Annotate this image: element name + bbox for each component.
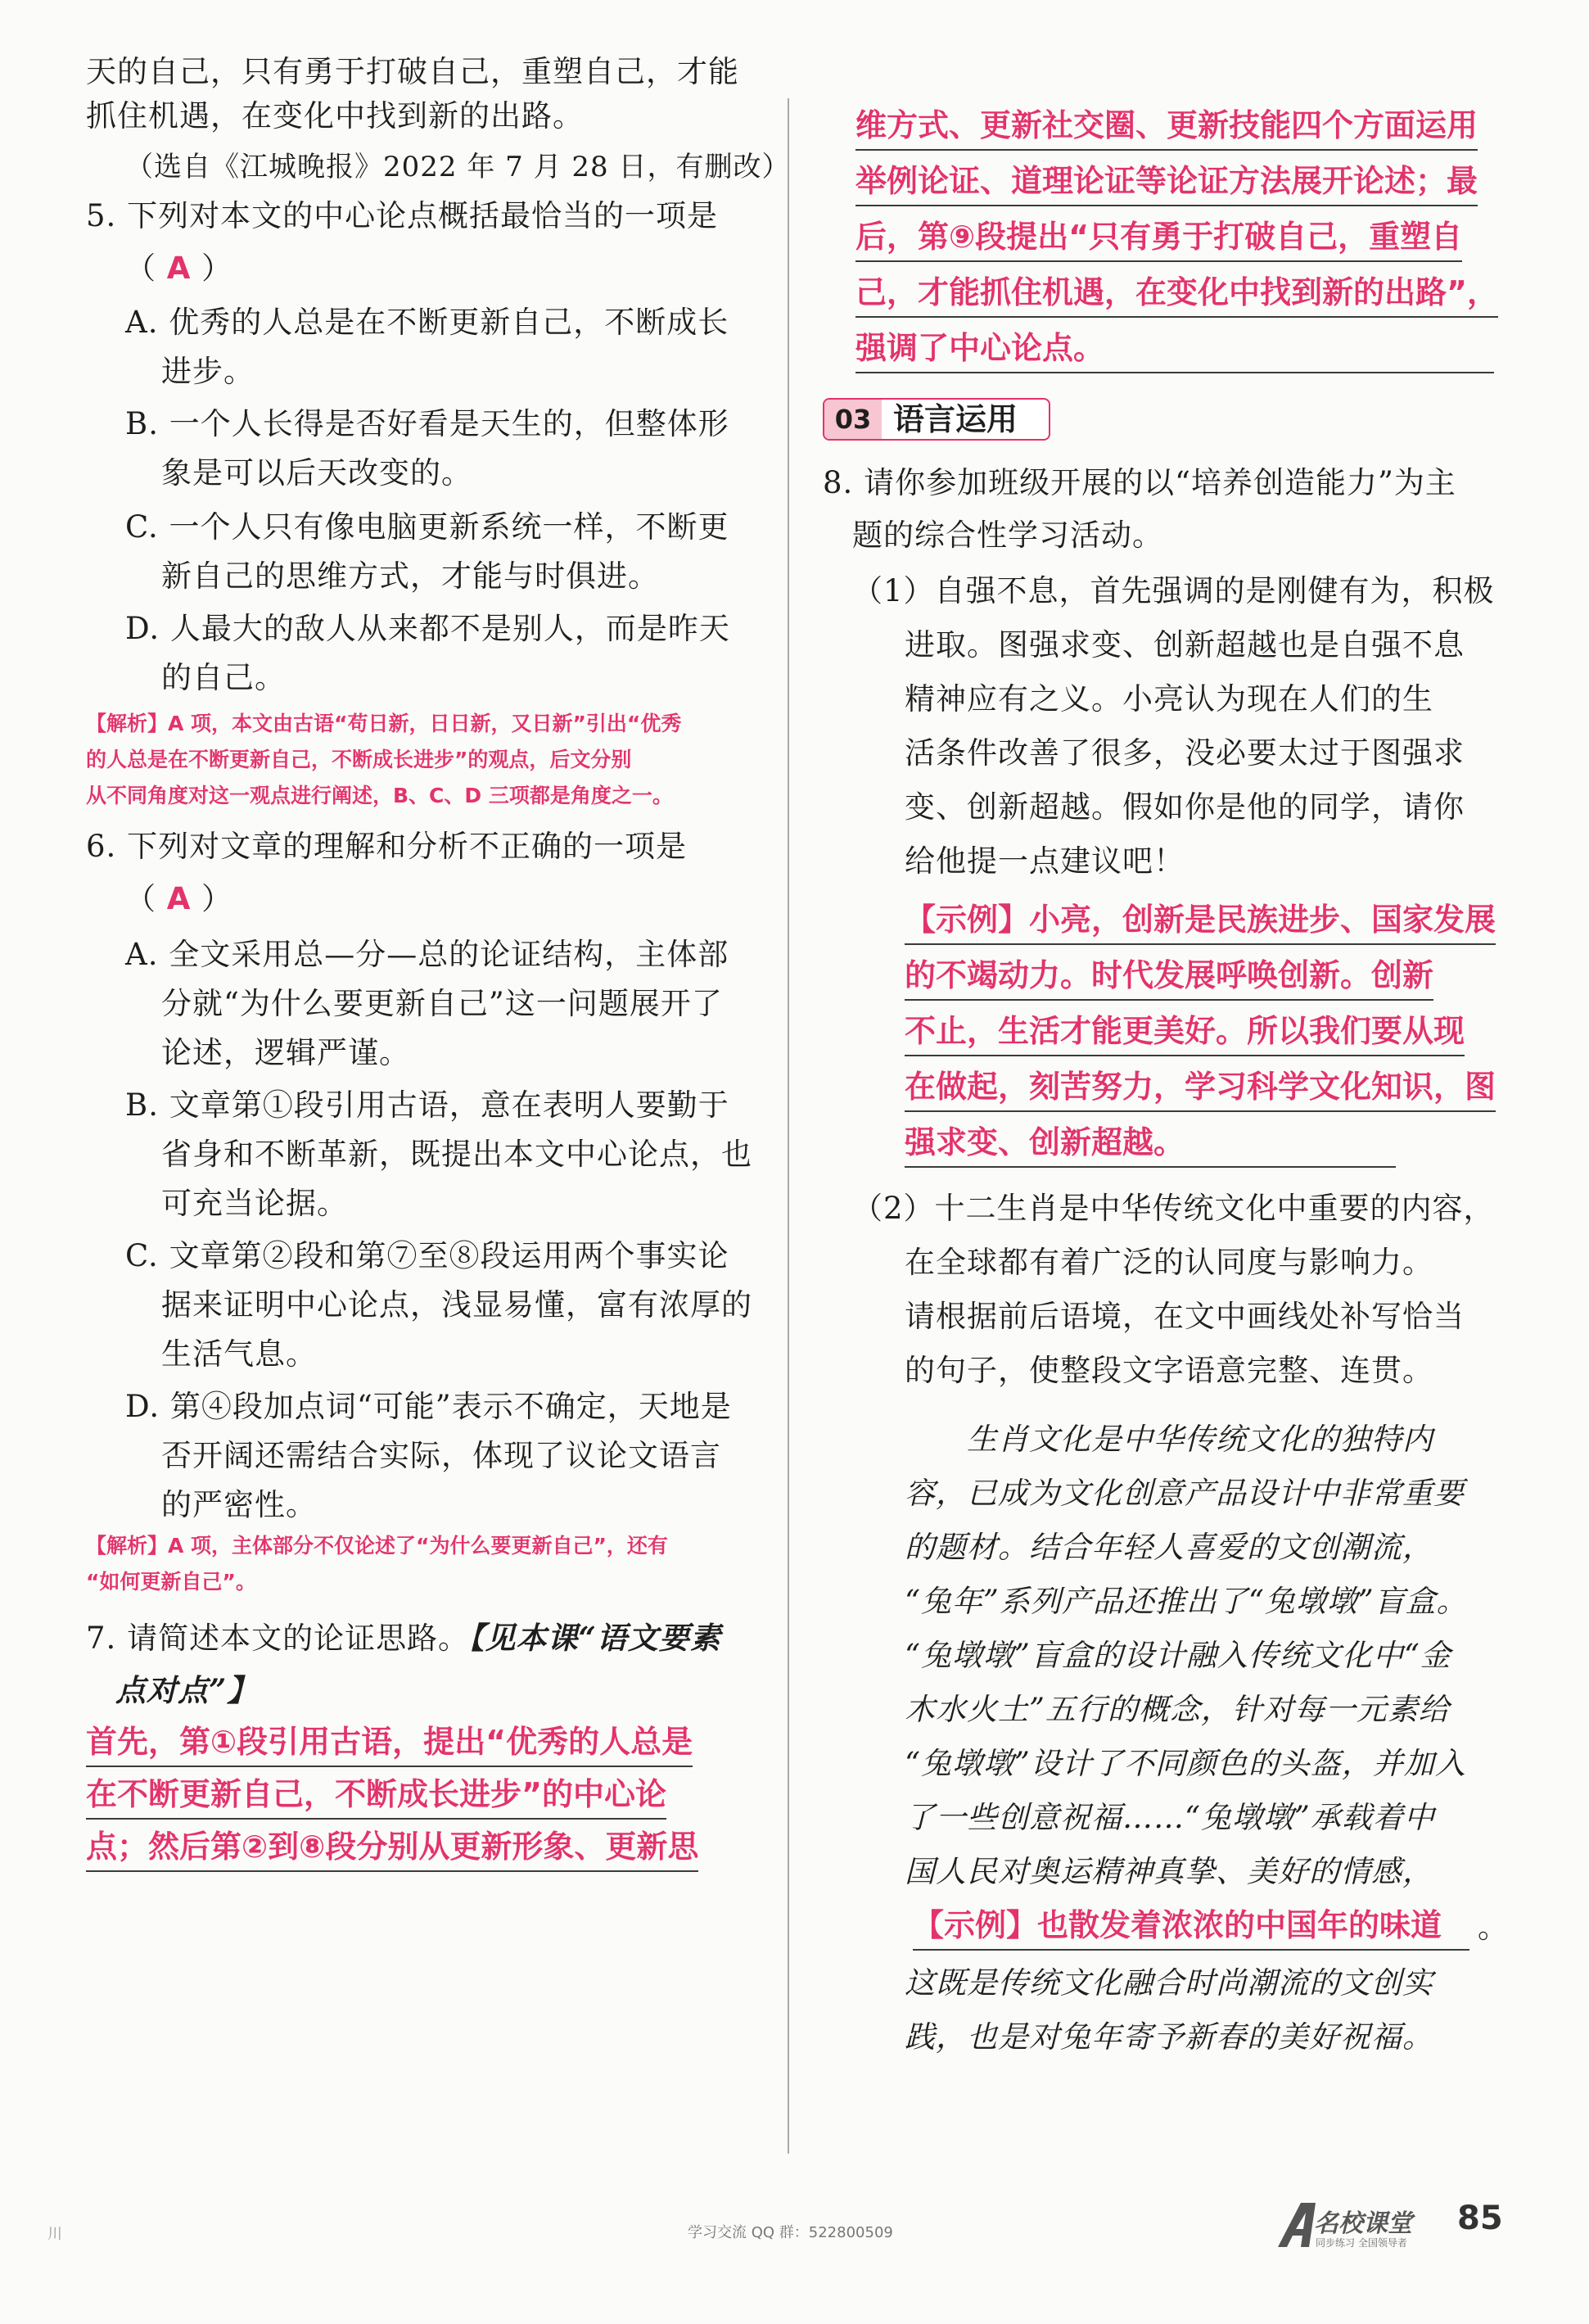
publisher-logo <box>1273 2196 1437 2254</box>
question-6-stem: 6. 下列对文章的理解和分析不正确的一项是 <box>86 829 688 864</box>
sub-question-1-cont: 变、创新超越。假如你是他的同学，请你 <box>905 789 1465 825</box>
question-8-stem-cont: 题的综合性学习活动。 <box>852 518 1163 553</box>
body-line: 天的自己，只有勇于打破自己，重塑自己，才能 <box>86 54 739 89</box>
answer-line: 在做起，刻苦努力，学习科学文化知识，图 <box>905 1065 1496 1112</box>
answer-line: 在不断更新自己，不断成长进步”的中心论 <box>86 1772 666 1820</box>
sub-question-1-cont: 活条件改善了很多，没必要太过于图强求 <box>905 735 1465 771</box>
passage-line: 了一些创意祝福……“兔墩墩”承载着中 <box>905 1800 1435 1835</box>
logo-text: 名校课堂 <box>1314 2209 1412 2238</box>
fill-end-punct: 。 <box>1478 1910 1509 1945</box>
source-citation: （选自《江城晚报》2022 年 7 月 28 日，有删改） <box>125 151 791 183</box>
answer-line: 举例论证、道理论证等论证方法展开论述；最 <box>855 159 1478 206</box>
option-c: C. 一个人只有像电脑更新系统一样，不断更 <box>125 509 729 545</box>
option-a: A. 全文采用总—分—总的论证结构，主体部 <box>125 937 729 972</box>
option-b-cont: 象是可以后天改变的。 <box>161 455 472 491</box>
answer-line: 点；然后第②到⑧段分别从更新形象、更新思 <box>86 1824 698 1872</box>
column-divider <box>788 98 789 2154</box>
question-7-stem: 7. 请简述本文的论证思路。【见本课“语文要素 <box>86 1620 721 1656</box>
passage-line: 容，已成为文化创意产品设计中非常重要 <box>905 1476 1465 1511</box>
option-b-cont: 省身和不断革新，既提出本文中心论点，也 <box>161 1137 752 1172</box>
sub-question-1-cont: 进取。图强求变、创新超越也是自强不息 <box>905 627 1465 662</box>
sub-question-2-cont: 的句子，使整段文字语意完整、连贯。 <box>905 1353 1433 1388</box>
section-header <box>823 398 1050 441</box>
option-a-cont: 分就“为什么要更新自己”这一问题展开了 <box>161 986 723 1021</box>
option-d: D. 人最大的敌人从来都不是别人，而是昨天 <box>125 611 730 646</box>
sub-question-2-cont: 在全球都有着广泛的认同度与影响力。 <box>905 1245 1433 1280</box>
fill-in-answer: 【示例】也散发着浓浓的中国年的味道 <box>913 1903 1469 1951</box>
passage-line: 践，也是对兔年寄予新春的美好祝福。 <box>905 2019 1433 2055</box>
question-6-answer: （ A ） <box>125 881 233 916</box>
answer-letter: A <box>166 881 192 916</box>
answer-line: 强调了中心论点。 <box>855 326 1494 373</box>
sub-question-1-cont: 给他提一点建议吧！ <box>905 843 1185 879</box>
passage-line: “兔年”系列产品还推出了“兔墩墩”盲盒。 <box>905 1584 1468 1619</box>
answer-line: 不止，生活才能更美好。所以我们要从现 <box>905 1009 1465 1056</box>
answer-line: 的不竭动力。时代发展呼唤创新。创新 <box>905 953 1433 1001</box>
option-a-cont: 论述，逻辑严谨。 <box>161 1035 410 1070</box>
passage-line: “兔墩墩”设计了不同颜色的头盔，并加入 <box>905 1746 1466 1781</box>
body-line: 抓住机遇，在变化中找到新的出路。 <box>86 98 584 133</box>
passage-line: 这既是传统文化融合时尚潮流的文创实 <box>905 1965 1433 2001</box>
question-7-stem-cont: 点对点”】 <box>115 1672 259 1708</box>
option-b-cont: 可充当论据。 <box>161 1186 348 1221</box>
question-8-stem: 8. 请你参加班级开展的以“培养创造能力”为主 <box>823 465 1456 500</box>
option-c-cont: 据来证明中心论点，浅显易懂，富有浓厚的 <box>161 1287 752 1323</box>
sub-question-2-cont: 请根据前后语境，在文中画线处补写恰当 <box>905 1299 1465 1334</box>
section-title: 语言运用 <box>893 400 1018 437</box>
option-d-cont: 的严密性。 <box>161 1487 317 1522</box>
passage-line: 的题材。结合年轻人喜爱的文创潮流， <box>905 1530 1433 1565</box>
passage-line: 生肖文化是中华传统文化的独特内 <box>967 1422 1433 1457</box>
question-5-answer: （ A ） <box>125 251 233 286</box>
logo-subtext: 同步练习 全国领导者 <box>1316 2237 1407 2249</box>
analysis-line: 的人总是在不断更新自己，不断成长进步”的观点，后文分别 <box>86 748 632 771</box>
sub-question-1: （1）自强不息，首先强调的是刚健有为，积极 <box>852 573 1495 608</box>
question-5-stem: 5. 下列对本文的中心论点概括最恰当的一项是 <box>86 198 719 233</box>
sub-question-1-cont: 精神应有之义。小亮认为现在人们的生 <box>905 681 1433 717</box>
analysis-line: “如何更新自己”。 <box>86 1570 256 1594</box>
passage-line: 木水火土”五行的概念，针对每一元素给 <box>905 1692 1450 1727</box>
analysis-line: 【解析】A 项，主体部分不仅论述了“为什么要更新自己”，还有 <box>86 1534 668 1558</box>
page-number: 85 <box>1457 2200 1503 2237</box>
option-c-cont: 新自己的思维方式，才能与时俱进。 <box>161 558 659 594</box>
analysis-line: 【解析】A 项，本文由古语“苟日新，日日新，又日新”引出“优秀 <box>86 712 682 735</box>
option-c-cont: 生活气息。 <box>161 1336 317 1372</box>
passage-line: 国人民对奥运精神真挚、美好的情感， <box>905 1854 1433 1889</box>
option-d: D. 第④段加点词“可能”表示不确定，天地是 <box>125 1389 732 1424</box>
option-c: C. 文章第②段和第⑦至⑧段运用两个事实论 <box>125 1238 729 1273</box>
option-d-cont: 的自己。 <box>161 660 286 695</box>
passage-line: “兔墩墩”盲盒的设计融入传统文化中“金 <box>905 1638 1451 1673</box>
section-number: 03 <box>824 400 882 439</box>
answer-line: 后，第⑨段提出“只有勇于打破自己，重塑自 <box>855 215 1462 262</box>
option-b: B. 文章第①段引用古语，意在表明人要勤于 <box>125 1087 729 1123</box>
option-a-cont: 进步。 <box>161 354 255 389</box>
option-a: A. 优秀的人总是在不断更新自己，不断成长 <box>125 305 729 340</box>
option-b: B. 一个人长得是否好看是天生的，但整体形 <box>125 406 729 441</box>
footer-qq-group: 学习交流 QQ 群：522800509 <box>688 2224 893 2241</box>
answer-line: 维方式、更新社交圈、更新技能四个方面运用 <box>855 103 1478 151</box>
footer-mark: 川 <box>47 2226 62 2243</box>
sub-question-2: （2）十二生肖是中华传统文化中重要的内容， <box>852 1191 1495 1226</box>
answer-line: 己，才能抓住机遇，在变化中找到新的出路”， <box>855 270 1498 318</box>
answer-line: 首先，第①段引用古语，提出“优秀的人总是 <box>86 1720 693 1767</box>
answer-line: 【示例】小亮，创新是民族进步、国家发展 <box>905 897 1496 945</box>
analysis-line: 从不同角度对这一观点进行阐述，B、C、D 三项都是角度之一。 <box>86 784 673 807</box>
answer-line: 强求变、创新超越。 <box>905 1120 1396 1168</box>
option-d-cont: 否开阔还需结合实际，体现了议论文语言 <box>161 1438 721 1473</box>
answer-letter: A <box>166 251 192 286</box>
